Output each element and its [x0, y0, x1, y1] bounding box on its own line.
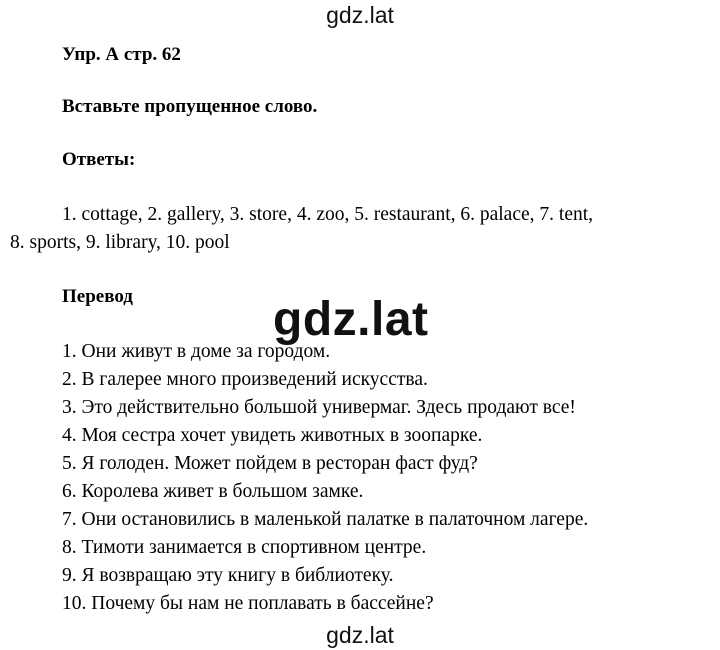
translation-item: 2. В галерее много произведений искусства.: [62, 369, 428, 390]
translation-item: 1. Они живут в доме за городом.: [62, 341, 331, 362]
answers-paragraph: [10, 201, 710, 257]
answers-line-2: 8. sports, 9. library, 10. pool: [10, 232, 230, 253]
watermark-top: gdz.lat: [326, 2, 394, 28]
translation-item: 4. Моя сестра хочет увидеть животных в зоопарке.: [62, 425, 483, 446]
translation-item: 10. Почему бы нам не поплавать в бассейне?: [62, 593, 434, 614]
translation-item: 7. Они остановились в маленькой палатке в палаточном лагере.: [62, 509, 589, 530]
translation-list: [62, 338, 588, 618]
watermark-middle: gdz.lat: [273, 293, 429, 346]
translation-item: 5. Я голоден. Может пойдем в ресторан фаст фуд?: [62, 453, 478, 474]
translation-item: 8. Тимоти занимается в спортивном центре.: [62, 537, 427, 558]
translation-heading: Перевод: [62, 286, 133, 307]
translation-item: 6. Королева живет в большом замке.: [62, 481, 364, 502]
exercise-title: Упр. А стр. 62: [62, 44, 181, 65]
task-instruction: Вставьте пропущенное слово.: [62, 96, 318, 117]
answers-heading: Ответы:: [62, 149, 136, 170]
watermark-bottom: gdz.lat: [326, 622, 394, 648]
translation-item: 3. Это действительно большой универмаг. Здесь продают все!: [62, 397, 576, 418]
translation-item: 9. Я возвращаю эту книгу в библиотеку.: [62, 565, 394, 586]
answers-line-1: 1. cottage, 2. gallery, 3. store, 4. zoo, 5. restaurant, 6. palace, 7. tent,: [62, 204, 594, 225]
